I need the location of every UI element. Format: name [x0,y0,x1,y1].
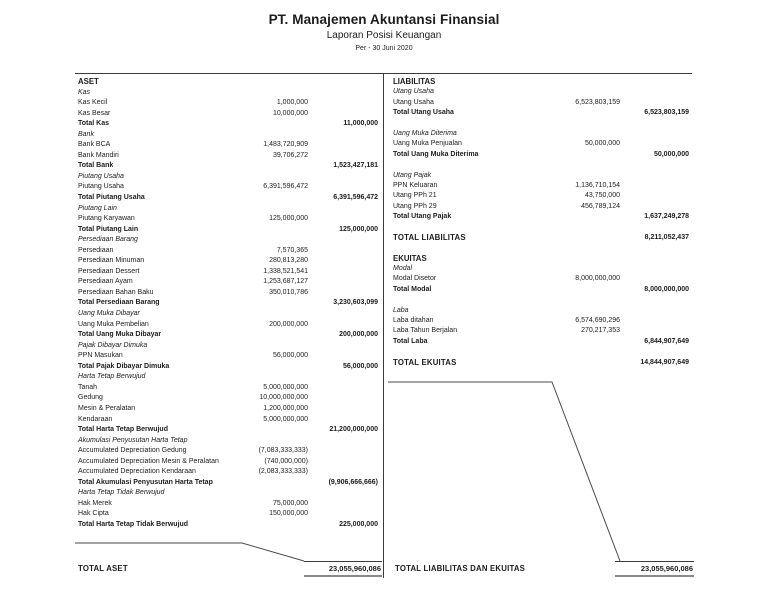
row-label: Utang Usaha [393,88,434,96]
statement-row [75,393,383,404]
spacer-row [390,160,698,170]
statement-row [75,204,383,215]
row-label: TOTAL LIABILITAS [393,232,466,242]
company-name: PT. Manajemen Akuntansi Finansial [268,12,500,27]
statement-row [390,171,698,181]
row-amount: 50,000,000 [584,140,620,148]
row-total-amount: 11,000,000 [343,120,378,128]
row-amount: 6,574,690,296 [575,316,620,324]
statement-row [390,129,698,139]
row-total-amount: 8,000,000,000 [644,285,689,293]
report-period: Per - 30 Juni 2020 [355,45,413,52]
row-amount: 125,000,000 [269,215,308,223]
statement-row [75,457,383,468]
row-label: Kas Kecil [78,99,108,107]
spacer-row [390,295,698,305]
row-total-amount: 6,523,803,159 [644,109,689,117]
statement-row [390,181,698,191]
row-label: Piutang Usaha [78,183,124,191]
row-label: Laba Tahun Berjalan [393,327,458,335]
total-aset-amount: 23,055,960,086 [304,561,382,577]
statement-row [75,404,383,415]
row-label: Piutang Karyawan [78,215,135,223]
row-label: Akumulasi Penyusutan Harta Tetap [78,436,188,444]
row-label: Tanah [78,383,98,391]
row-amount: 200,000,000 [269,320,308,328]
statement-row [390,77,698,87]
statement-row [75,415,383,426]
row-total-amount: 1,637,249,278 [644,213,689,221]
statement-row [390,264,698,274]
row-label: Accumulated Depreciation Mesin & Peralatan [78,457,219,465]
row-label: Bank Mandiri [78,151,119,159]
statement-row [75,298,383,309]
row-amount: 5,000,000,000 [263,415,308,423]
statement-row [75,446,383,457]
statement-row [390,87,698,97]
row-label: Persediaan Ayam [78,278,133,286]
row-label: Utang Pajak [393,171,432,179]
total-liabilitas-ekuitas-leader-line [388,382,620,561]
row-total-amount: 8,211,052,437 [644,233,689,241]
row-label: PPN Keluaran [393,181,438,189]
statement-row [390,98,698,108]
statement-row [390,191,698,201]
spacer-row [390,119,698,129]
row-label: Hak Merek [78,499,112,507]
row-total-amount: 1,523,427,181 [333,162,378,170]
statement-row [390,326,698,336]
row-amount: (2,083,333,333) [258,468,308,476]
statement-row [75,277,383,288]
statement-row [75,425,383,436]
statement-row [75,98,383,109]
spacer-row [390,222,698,232]
statement-row [390,254,698,264]
statement-row [390,150,698,160]
row-total-amount: 200,000,000 [339,331,378,339]
row-label: Persediaan Barang [78,236,138,244]
row-label: Piutang Lain [78,204,117,212]
row-total-amount: 56,000,000 [342,362,378,370]
statement-row [390,233,698,243]
row-label: Total Harta Tetap Tidak Berwujud [78,520,189,528]
statement-row [75,88,383,99]
row-label: Total Uang Muka Dibayar [78,331,162,339]
total-aset-label: TOTAL ASET [78,564,128,573]
statement-row [75,383,383,394]
row-label: Hak Cipta [78,510,109,518]
statement-row [390,212,698,222]
row-label: Total Harta Tetap Berwujud [78,426,168,434]
row-label: Utang Usaha [393,98,434,106]
row-label: EKUITAS [393,253,427,263]
row-label: PPN Masukan [78,352,123,360]
statement-row [390,358,698,368]
row-label: Total Bank [78,162,114,170]
statement-row [75,119,383,130]
row-label: Total Akumulasi Penyusutan Harta Tetap [78,478,213,486]
row-label: Persediaan Dessert [78,267,140,275]
row-amount: 150,000,000 [269,510,308,518]
row-label: ASET [78,77,99,86]
row-label: Utang PPh 21 [393,192,437,200]
statement-row [75,214,383,225]
row-label: Accumulated Depreciation Gedung [78,447,187,455]
row-label: Modal Disetor [393,275,437,283]
row-total-amount: 50,000,000 [653,150,689,158]
statement-row [75,182,383,193]
row-amount: 5,000,000,000 [263,383,308,391]
row-total-amount: 21,200,000,000 [329,426,378,434]
statement-row [75,478,383,489]
row-label: Uang Muka Dibayar [78,310,140,318]
row-amount: 39,706,272 [272,151,308,159]
spacer-row [390,347,698,357]
statement-row [75,235,383,246]
row-label: Total Uang Muka Diterima [393,150,479,158]
report-header [0,12,768,52]
total-aset-leader-line [75,543,304,561]
statement-row [75,436,383,447]
row-amount: 10,000,000 [272,109,308,117]
statement-row [75,341,383,352]
statement-row [75,488,383,499]
statement-row [75,509,383,520]
statement-row [75,140,383,151]
statement-row [390,316,698,326]
row-label: Harta Tetap Tidak Berwujud [78,489,165,497]
row-amount: 280,813,280 [269,257,308,265]
row-label: Total Persediaan Barang [78,299,160,307]
row-total-amount: (9,906,666,666) [328,478,378,486]
statement-row [75,246,383,257]
row-amount: 1,338,521,541 [263,267,308,275]
statement-row [75,109,383,120]
row-amount: (7,083,333,333) [258,447,308,455]
statement-row [75,172,383,183]
statement-row [75,193,383,204]
row-label: Uang Muka Diterima [393,129,457,137]
statement-row [75,372,383,383]
row-amount: 7,570,365 [276,246,308,254]
row-label: TOTAL EKUITAS [393,357,457,367]
total-liabilitas-ekuitas-amount: 23,055,960,086 [615,561,694,577]
statement-row [75,161,383,172]
row-label: Total Kas [78,120,109,128]
row-label: Persediaan [78,246,114,254]
statement-row [390,285,698,295]
row-label: Laba [393,306,409,314]
row-label: Total Piutang Lain [78,225,139,233]
statement-row [75,467,383,478]
row-total-amount: 3,230,603,099 [333,299,378,307]
statement-row [75,151,383,162]
statement-row [75,130,383,141]
row-label: Total Modal [393,285,432,293]
statement-row [75,351,383,362]
row-label: Bank BCA [78,141,111,149]
assets-column [75,77,383,531]
row-label: Uang Muka Penjualan [393,140,462,148]
row-amount: 1,136,710,154 [575,181,620,189]
statement-row [390,202,698,212]
liabilities-equity-column [390,77,698,368]
row-amount: 1,200,000,000 [263,404,308,412]
statement-row [75,288,383,299]
row-total-amount: 125,000,000 [339,225,378,233]
report-title: Laporan Posisi Keuangan [326,30,442,41]
row-amount: 1,000,000 [276,99,308,107]
row-label: Total Pajak Dibayar Dimuka [78,362,170,370]
row-amount: 350,010,786 [269,288,308,296]
row-label: Laba ditahan [393,316,434,324]
row-label: Persediaan Minuman [78,257,145,265]
row-amount: 75,000,000 [272,499,308,507]
row-label: Mesin & Peralatan [78,404,136,412]
statement-row [75,225,383,236]
row-label: Kas [78,88,91,96]
statement-row [75,256,383,267]
row-amount: 1,483,720,909 [263,141,308,149]
row-label: Total Laba [393,337,428,345]
row-label: Piutang Usaha [78,172,124,180]
row-amount: 6,523,803,159 [575,98,620,106]
statement-row [390,274,698,284]
statement-row [390,139,698,149]
row-label: Kendaraan [78,415,113,423]
row-amount: 456,789,124 [581,202,620,210]
row-label: Uang Muka Pembelian [78,320,149,328]
row-amount: 43,750,000 [584,192,620,200]
row-amount: 270,217,353 [581,327,620,335]
row-amount: 8,000,000,000 [575,275,620,283]
row-total-amount: 6,391,596,472 [333,194,378,202]
statement-row [75,362,383,373]
statement-row [75,520,383,531]
row-label: Harta Tetap Berwujud [78,373,146,381]
row-total-amount: 14,844,907,649 [640,358,689,366]
statement-row [75,267,383,278]
row-label: Modal [393,265,413,273]
statement-row [75,499,383,510]
row-label: LIABILITAS [393,77,436,86]
row-amount: 56,000,000 [272,352,308,360]
row-amount: 10,000,000,000 [259,394,308,402]
row-label: Gedung [78,394,103,402]
statement-row [75,309,383,320]
row-total-amount: 225,000,000 [339,520,378,528]
row-amount: 1,253,687,127 [263,278,308,286]
statement-row [75,320,383,331]
statement-row [75,330,383,341]
spacer-row [390,243,698,253]
row-label: Persediaan Bahan Baku [78,288,154,296]
row-label: Total Utang Pajak [393,213,452,221]
total-liabilitas-ekuitas-label: TOTAL LIABILITAS DAN EKUITAS [395,564,526,573]
row-label: Bank [78,130,94,138]
row-label: Total Utang Usaha [393,109,454,117]
row-label: Kas Besar [78,109,111,117]
statement-row [75,77,383,88]
row-amount: 6,391,596,472 [263,183,308,191]
row-label: Total Piutang Usaha [78,194,145,202]
row-label: Accumulated Depreciation Kendaraan [78,468,196,476]
row-total-amount: 6,844,907,649 [644,337,689,345]
statement-row [390,337,698,347]
row-label: Utang PPh 29 [393,202,437,210]
statement-row [390,306,698,316]
row-amount: (740,000,000) [264,457,308,465]
statement-row [390,108,698,118]
row-label: Pajak Dibayar Dimuka [78,341,148,349]
